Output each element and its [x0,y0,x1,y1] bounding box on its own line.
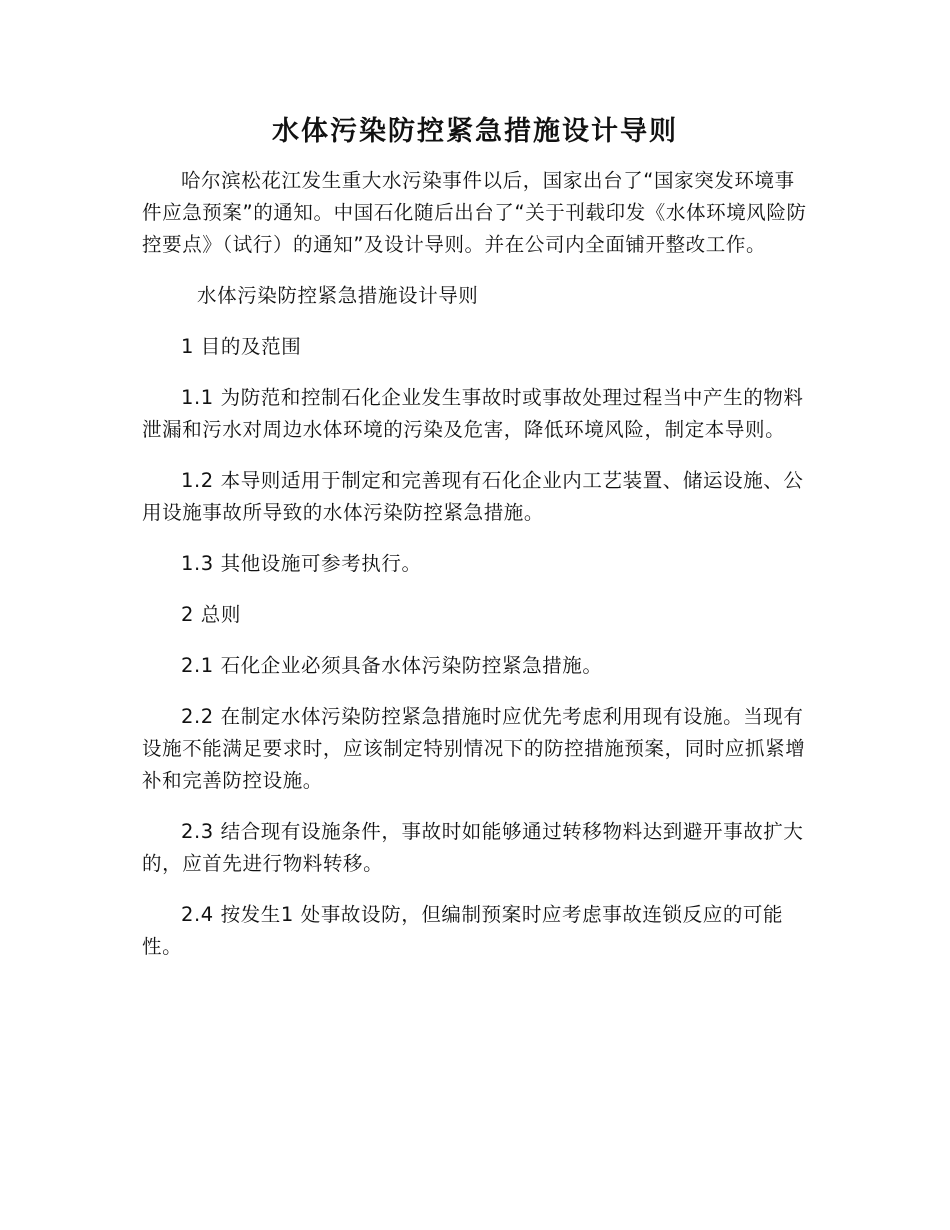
clause-2-2: 2.2 在制定水体污染防控紧急措施时应优先考虑利用现有设施。当现有设施不能满足要求时，应该制定特别情况下的防控措施预案，同时应抓紧增补和完善防控设施。 [142,705,806,792]
section-heading-1: 1 目的及范围 [181,335,302,358]
clause-1-2: 1.2 本导则适用于制定和完善现有石化企业内工艺装置、储运设施、公用设施事故所导致的水体污染防控紧急措施。 [142,469,804,524]
document-body [142,165,810,982]
clause-1-1: 1.1 为防范和控制石化企业发生事故时或事故处理过程当中产生的物料泄漏和污水对周边水体环境的污染及危害，降低环境风险，制定本导则。 [142,386,804,441]
document-title: 水体污染防控紧急措施设计导则 [272,116,678,147]
clause-2-1: 2.1 石化企业必须具备水体污染防控紧急措施。 [181,654,603,677]
clause-2-3: 2.3 结合现有设施条件，事故时如能够通过转移物料达到避开事故扩大的，应首先进行物料转移。 [142,820,804,875]
clause-2-4: 2.4 按发生1 处事故设防，但编制预案时应考虑事故连锁反应的可能性。 [142,903,784,958]
intro-paragraph: 哈尔滨松花江发生重大水污染事件以后，国家出台了“国家突发环境事件应急预案”的通知。中国石化随后出台了“关于刊载印发《水体环境风险防控要点》（试行）的通知”及设计导则。并在公司内全面铺开整改工作。 [142,169,807,256]
section-subtitle: 水体污染防控紧急措施设计导则 [197,284,479,307]
clause-1-3: 1.3 其他设施可参考执行。 [181,552,422,575]
section-heading-2: 2 总则 [181,603,242,626]
